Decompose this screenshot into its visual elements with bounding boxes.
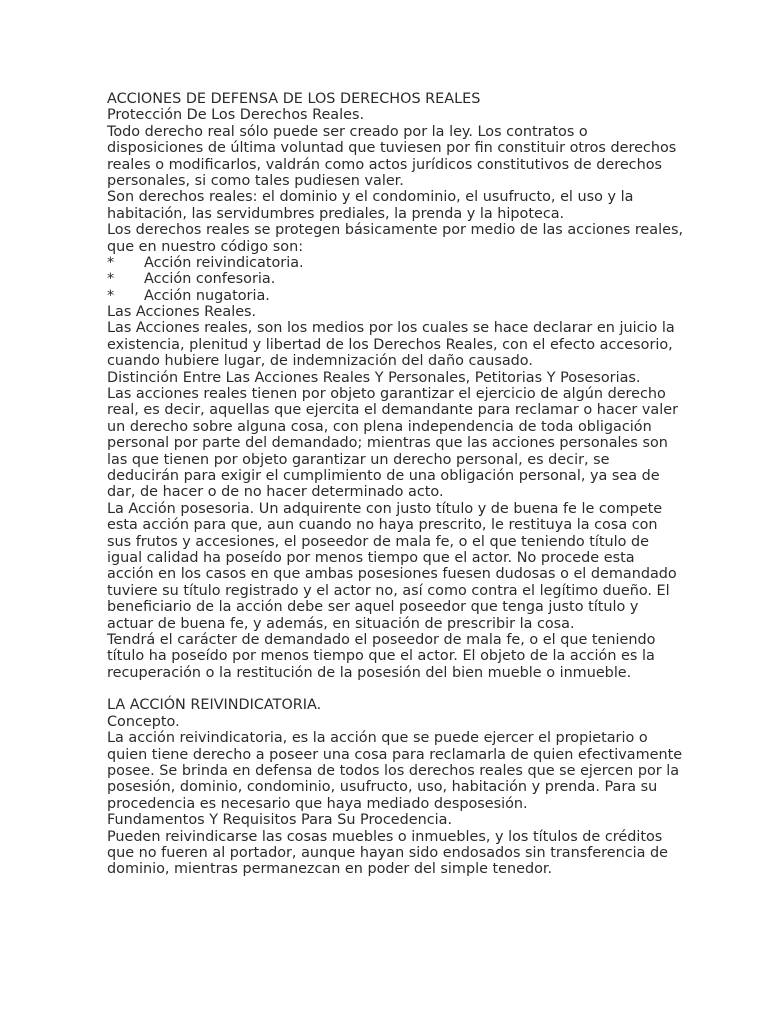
text-line: LA ACCIÓN REIVINDICATORIA. xyxy=(107,697,322,714)
bullet-marker: * xyxy=(107,287,115,304)
document-title: ACCIONES DE DEFENSA DE LOS DERECHOS REALES xyxy=(107,91,481,107)
bullet-marker: * xyxy=(107,254,115,271)
text-line: procedencia es necesario que haya mediado desposesión. xyxy=(107,795,528,812)
text-line: La Acción posesoria. Un adquirente con justo título y de buena fe le compete xyxy=(107,500,663,517)
text-line: dominio, mientras permanezcan en poder del simple tenedor. xyxy=(107,861,553,878)
text-line: deducirán para exigir el cumplimiento de una obligación personal, ya sea de xyxy=(107,467,660,484)
text-line: habitación, las servidumbres prediales, la prenda y la hipoteca. xyxy=(107,205,565,222)
reivindicatoria-block xyxy=(107,697,683,878)
list-item-text: Acción reivindicatoria. xyxy=(144,254,304,271)
text-line: que en nuestro código son: xyxy=(107,238,304,255)
text-line: quien tiene derecho a poseer una cosa para reclamarla de quien efectivamente xyxy=(107,746,683,763)
list-item-text: Acción nugatoria. xyxy=(144,287,270,304)
text-line: acción en los casos en que ambas posesiones fuesen dudosas o el demandado xyxy=(107,566,677,583)
text-line: dar, de hacer o de no hacer determinado acto. xyxy=(107,484,444,501)
text-line: Las Acciones reales, son los medios por los cuales se hace declarar en juicio la xyxy=(107,320,675,337)
text-line: Las Acciones Reales. xyxy=(107,304,257,321)
list-item xyxy=(107,255,667,271)
document-page xyxy=(107,91,684,878)
text-line: disposiciones de última voluntad que tuviesen por fin constituir otros derechos xyxy=(107,140,677,157)
text-line: Pueden reivindicarse las cosas muebles o inmuebles, y los títulos de créditos xyxy=(107,828,663,845)
text-line: existencia, plenitud y libertad de los Derechos Reales, con el efecto accesorio, xyxy=(107,336,673,353)
text-line: personales, si como tales pudiesen valer. xyxy=(107,172,404,189)
text-line: tuviere su título registrado y el actor no, así como contra el legítimo dueño. El xyxy=(107,582,670,599)
text-line: posesión, dominio, condominio, usufructo, uso, habitación y prenda. Para su xyxy=(107,779,658,796)
text-line: Las acciones reales tienen por objeto garantizar el ejercicio de algún derecho xyxy=(107,386,666,403)
list-item-text: Acción confesoria. xyxy=(144,271,276,288)
text-line: real, es decir, aquellas que ejercita el demandante para reclamar o hacer valer xyxy=(107,402,679,419)
text-line: que no fueren al portador, aunque hayan sido endosados sin transferencia de xyxy=(107,844,669,861)
text-line: Fundamentos Y Requisitos Para Su Procedencia. xyxy=(107,812,453,829)
text-line: un derecho sobre alguna cosa, con plena independencia de toda obligación xyxy=(107,418,652,435)
text-line: sus frutos y accesiones, el poseedor de mala fe, o el que teniendo título de xyxy=(107,533,650,550)
text-line: Distinción Entre Las Acciones Reales Y Personales, Petitorias Y Posesorias. xyxy=(107,369,641,386)
text-line: reales o modificarlos, valdrán como actos jurídicos constitutivos de derechos xyxy=(107,156,663,173)
text-line: esta acción para que, aun cuando no haya prescrito, le restituya la cosa con xyxy=(107,517,658,534)
text-line: posee. Se brinda en defensa de todos los derechos reales que se ejercen por la xyxy=(107,763,680,780)
intro-block xyxy=(107,107,684,255)
paragraph-gap xyxy=(107,681,667,697)
text-line: recuperación o la restitución de la posesión del bien mueble o inmueble. xyxy=(107,664,632,681)
text-line: Protección De Los Derechos Reales. xyxy=(107,107,365,124)
body-block xyxy=(107,304,679,681)
text-line: título ha poseído por menos tiempo que el actor. El objeto de la acción es la xyxy=(107,648,655,665)
text-line: Todo derecho real sólo puede ser creado por la ley. Los contratos o xyxy=(107,123,588,140)
bullet-marker: * xyxy=(107,271,115,288)
text-line: Los derechos reales se protegen básicamente por medio de las acciones reales, xyxy=(107,222,684,239)
text-line: actuar de buena fe, y además, en situación de prescribir la cosa. xyxy=(107,615,575,632)
text-line: personal por parte del demandado; mientras que las acciones personales son xyxy=(107,435,668,452)
text-line: beneficiario de la acción debe ser aquel poseedor que tenga justo título y xyxy=(107,599,639,616)
text-line: las que tienen por objeto garantizar un derecho personal, es decir, se xyxy=(107,451,610,468)
list-item xyxy=(107,288,667,304)
text-line: Son derechos reales: el dominio y el condominio, el usufructo, el uso y la xyxy=(107,189,634,206)
text-line: Tendrá el carácter de demandado el poseedor de mala fe, o el que teniendo xyxy=(107,631,656,648)
text-line: La acción reivindicatoria, es la acción que se puede ejercer el propietario o xyxy=(107,730,648,747)
text-line: igual calidad ha poseído por menos tiempo que el actor. No procede esta xyxy=(107,549,635,566)
text-line: Concepto. xyxy=(107,713,180,730)
list-item xyxy=(107,271,667,287)
text-line: cuando hubiere lugar, de indemnización del daño causado. xyxy=(107,353,533,370)
actions-list xyxy=(107,255,667,304)
